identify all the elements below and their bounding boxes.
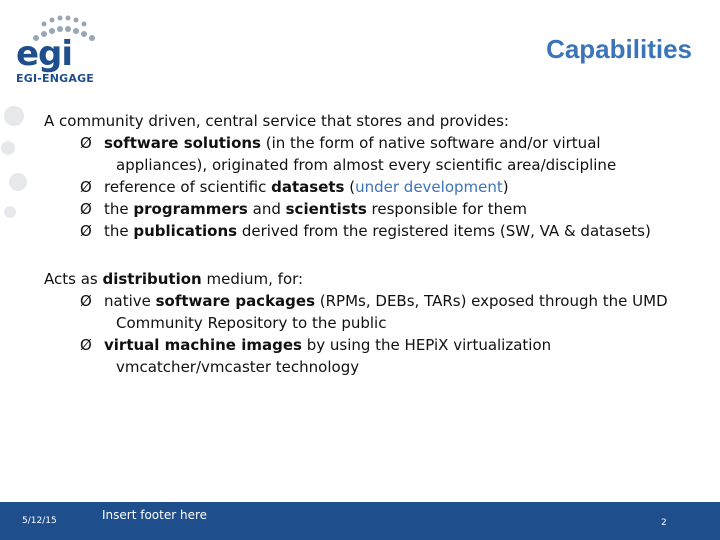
arrow-bullet-icon: Ø xyxy=(80,222,92,240)
slide-title: Capabilities xyxy=(546,34,692,64)
arrow-bullet-icon: Ø xyxy=(80,336,92,354)
slide-content xyxy=(44,110,704,378)
section1-intro: A community driven, central service that stores and provides: xyxy=(44,112,509,130)
arrow-bullet-icon: Ø xyxy=(80,292,92,310)
list-item xyxy=(80,290,704,334)
list-item xyxy=(80,198,704,220)
item-text: the xyxy=(104,200,134,218)
item-text: native xyxy=(104,292,156,310)
section2-intro xyxy=(44,268,704,290)
item-text: (RPMs, DEBs, TARs) exposed through the UMD xyxy=(315,292,668,310)
item-text: and xyxy=(247,200,286,218)
bold-text: distribution xyxy=(102,270,202,288)
list-item xyxy=(80,132,704,176)
list-item xyxy=(80,220,704,242)
logo-subtext: EGI-ENGAGE xyxy=(16,72,95,85)
list-item xyxy=(80,176,704,198)
bold-text: programmers xyxy=(133,200,248,218)
bold-text: datasets xyxy=(271,178,345,196)
bold-text: scientists xyxy=(285,200,367,218)
item-text: the xyxy=(104,222,134,240)
arrow-bullet-icon: Ø xyxy=(80,134,92,152)
item-continuation: vmcatcher/vmcaster technology xyxy=(116,358,360,376)
section1-list xyxy=(80,132,704,242)
item-text: (in the form of native software and/or virtual xyxy=(260,134,601,152)
item-continuation: Community Repository to the public xyxy=(116,314,387,332)
list-item xyxy=(80,334,704,378)
bold-text: software packages xyxy=(155,292,316,310)
item-text: medium, for: xyxy=(201,270,304,288)
bold-text: publications xyxy=(133,222,238,240)
bold-text: virtual machine images xyxy=(104,336,302,354)
item-text: responsible for them xyxy=(366,200,527,218)
item-text: reference of scientific xyxy=(104,178,272,196)
arrow-bullet-icon: Ø xyxy=(80,200,92,218)
item-text: derived from the registered items (SW, VA & datasets) xyxy=(237,222,651,240)
footer-bar xyxy=(0,502,720,540)
logo-text: egi xyxy=(16,34,73,74)
section2-list xyxy=(80,290,704,378)
footer-date: 5/12/15 xyxy=(22,516,57,526)
highlight-text: under development xyxy=(355,178,503,196)
arrow-bullet-icon: Ø xyxy=(80,178,92,196)
footer-text: Insert footer here xyxy=(102,508,208,522)
item-text: ( xyxy=(344,178,356,196)
item-text: by using the HEPiX virtualization xyxy=(301,336,552,354)
item-text: ) xyxy=(502,178,509,196)
bold-text: software solutions xyxy=(104,134,261,152)
page-number: 2 xyxy=(661,518,667,528)
item-text: Acts as xyxy=(44,270,103,288)
item-continuation: appliances), originated from almost every scientific area/discipline xyxy=(116,156,617,174)
